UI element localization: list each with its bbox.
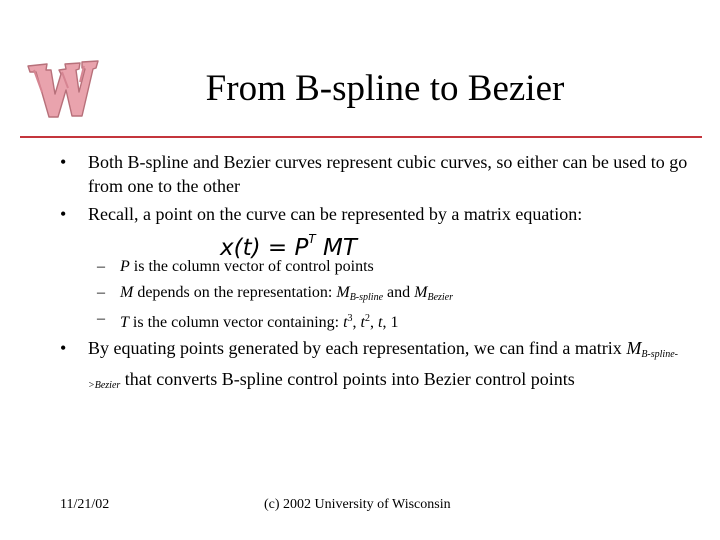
bullet-marker: • (60, 152, 67, 172)
dash-marker: – (97, 258, 105, 275)
wisconsin-w-logo-icon (22, 52, 100, 124)
matrix-equation: $x(t) = P^T$ MT (220, 232, 357, 261)
bullet-1: Both B-spline and Bezier curves represent cubic curves, so either can be used to go from one to the other (88, 152, 688, 196)
footer-copyright: (c) 2002 University of Wisconsin (264, 497, 451, 512)
title-divider (20, 136, 702, 138)
bullet-marker: • (60, 204, 67, 224)
footer-date: 11/21/02 (60, 497, 110, 512)
sub-bullet-3: T is the column vector containing: $t^3$, $t^2$, t, 1 (120, 313, 399, 331)
bullet-2: Recall, a point on the curve can be represented by a matrix equation: (88, 204, 583, 224)
dash-marker: – (97, 310, 105, 327)
bullet-marker: • (60, 338, 67, 358)
sub-bullet-1: P is the column vector of control points (120, 258, 374, 275)
bullet-3: By equating points generated by each representation, we can find a matrix $M_{B-spline->Bezier}$ that converts B-spline control points into Bezier control points (88, 338, 678, 391)
sub-bullet-2: M depends on the representation: $M_{B-spline}$ and $M_{Bezier}$ (120, 284, 454, 303)
dash-marker: – (97, 284, 105, 301)
slide-title: From B-spline to Bezier (205, 68, 565, 109)
